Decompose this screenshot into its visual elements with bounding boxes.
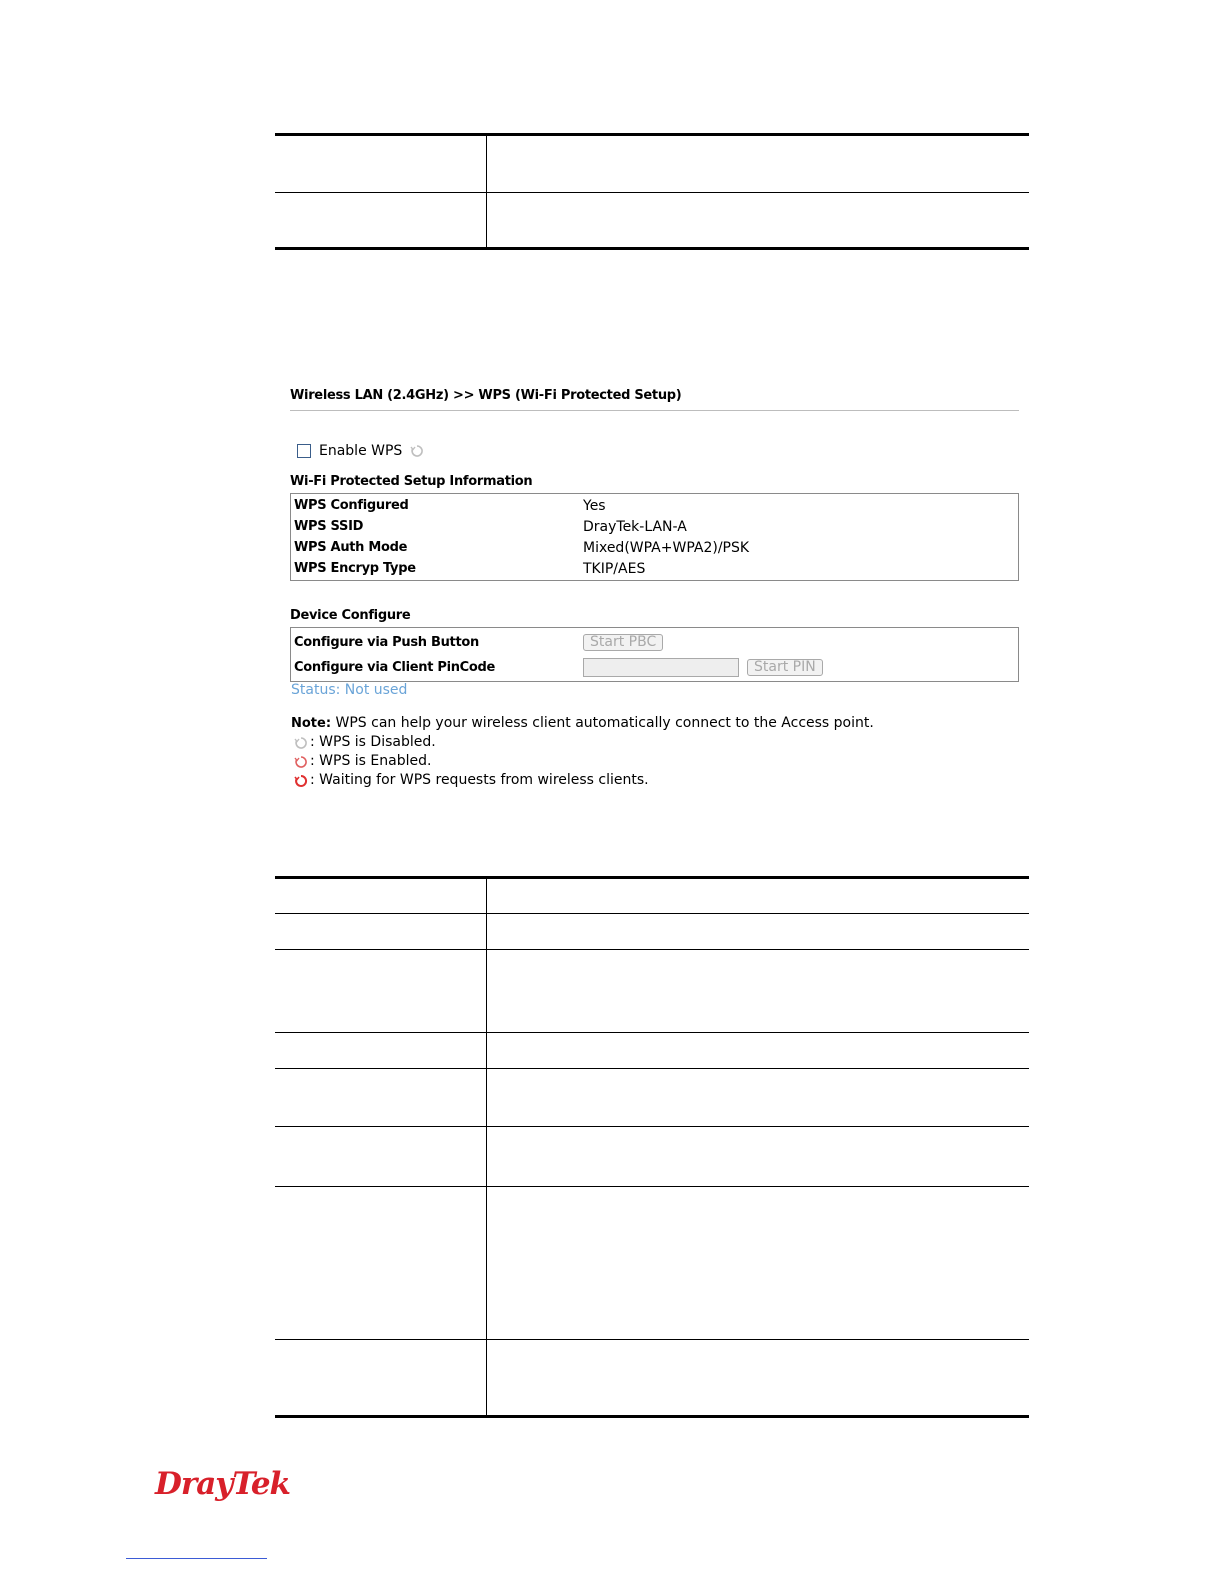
footer-link-underline [126,1558,267,1559]
table-row [275,950,1029,1033]
table-row [291,495,1018,516]
wps-ssid-value: DrayTek-LAN-A [583,518,687,535]
table-row [275,1187,1029,1340]
table-row [275,193,1029,249]
table-row [275,1127,1029,1187]
wps-enabled-icon [294,755,308,769]
wps-info-title: Wi-Fi Protected Setup Information [290,474,533,489]
legend-item [291,752,874,771]
note-prefix: Note: [291,716,332,731]
draytek-logo: DrayTek [155,1466,291,1502]
wps-encryp-type-label: WPS Encryp Type [294,561,416,576]
wps-configured-label: WPS Configured [294,498,409,513]
table-row [291,537,1018,558]
push-button-label: Configure via Push Button [294,634,479,650]
wps-encryp-type-value: TKIP/AES [583,560,646,577]
table-row [275,135,1029,193]
table-row [275,1033,1029,1069]
table-row [275,1069,1029,1127]
start-pbc-button[interactable]: Start PBC [583,634,663,651]
wps-waiting-icon [294,774,308,788]
client-pincode-label: Configure via Client PinCode [294,659,496,675]
enable-wps-row [297,443,424,459]
table-row [291,654,1018,680]
table-row [291,516,1018,537]
enable-wps-checkbox[interactable] [297,444,311,458]
wps-disabled-icon [294,736,308,750]
note-text: WPS can help your wireless client automatically connect to the Access point. [331,715,874,731]
wps-info-table [290,493,1019,581]
note [291,714,874,790]
legend-item [291,733,874,752]
device-configure-table [290,627,1019,682]
table-row [275,1340,1029,1417]
enable-wps-label: Enable WPS [319,443,403,459]
legend-text: : Waiting for WPS requests from wireless clients. [310,772,649,788]
device-configure-title: Device Configure [290,608,411,623]
client-pincode-input[interactable] [583,658,739,677]
table-row [275,878,1029,914]
wps-ssid-label: WPS SSID [294,519,364,534]
wps-configured-value: Yes [583,497,606,514]
start-pin-button[interactable]: Start PIN [747,659,823,676]
status-text: Status: Not used [291,682,408,698]
legend-item [291,771,874,790]
wps-auth-mode-label: WPS Auth Mode [294,540,408,555]
top-description-table [275,133,1029,250]
legend-text: : WPS is Enabled. [310,753,432,769]
breadcrumb: Wireless LAN (2.4GHz) >> WPS (Wi-Fi Protected Setup) [290,388,682,403]
legend-text: : WPS is Disabled. [310,734,436,750]
wps-auth-mode-value: Mixed(WPA+WPA2)/PSK [583,539,750,556]
breadcrumb-divider [290,410,1019,411]
table-row [291,630,1018,654]
table-row [275,914,1029,950]
bottom-description-table [275,876,1029,1418]
wps-settings-panel [290,388,1020,788]
table-row [291,558,1018,579]
wps-disabled-icon [410,444,424,458]
